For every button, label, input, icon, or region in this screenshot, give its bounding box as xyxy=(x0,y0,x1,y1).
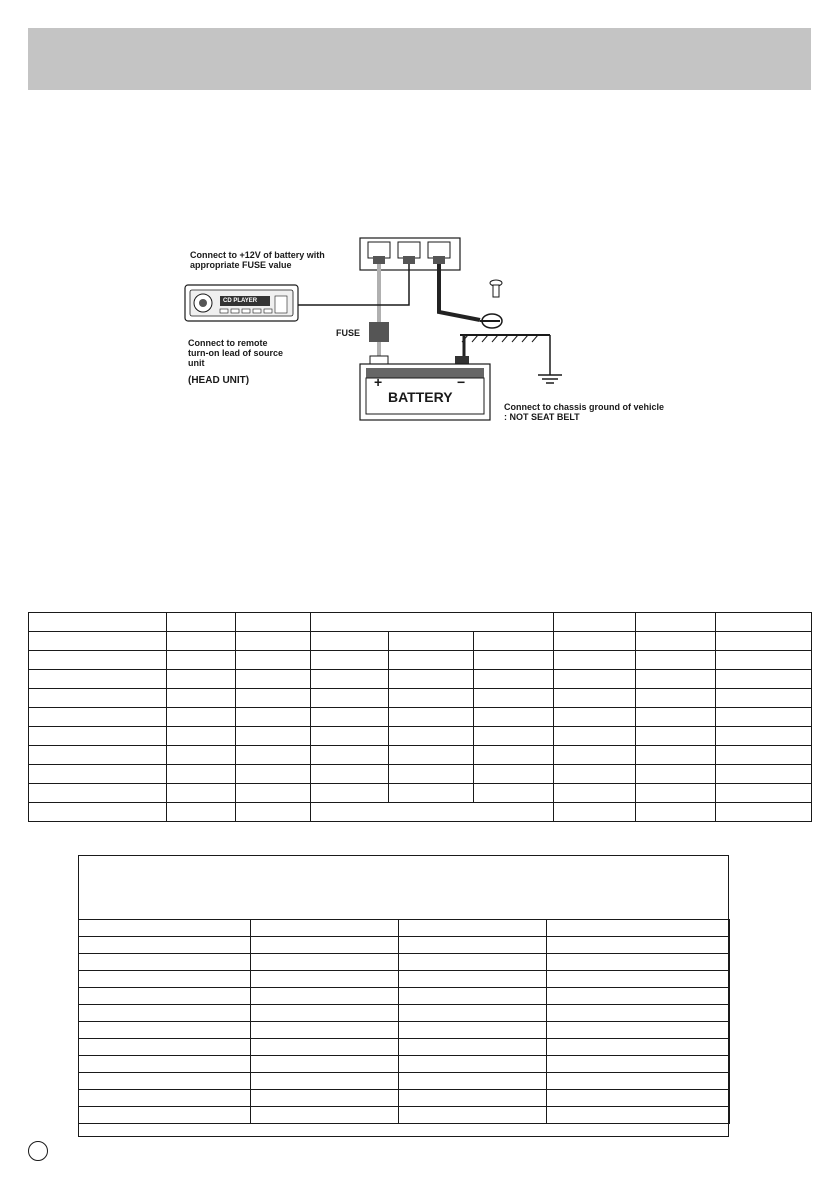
table-row xyxy=(79,1090,730,1107)
table-row xyxy=(79,1039,730,1056)
table-row xyxy=(79,1073,730,1090)
table-row xyxy=(79,954,730,971)
ring-terminal-icon xyxy=(480,314,502,328)
troubleshooting-table xyxy=(78,919,730,1124)
terminal-block-icon xyxy=(360,238,460,270)
table-row xyxy=(79,1107,730,1124)
battery-text: BATTERY xyxy=(388,389,453,405)
wiring-diagram xyxy=(180,230,700,430)
label-head-unit: (HEAD UNIT) xyxy=(188,375,250,386)
table-row xyxy=(29,670,812,689)
table-row xyxy=(29,784,812,803)
table-row xyxy=(79,920,730,937)
table-row xyxy=(79,937,730,954)
spec-table xyxy=(28,612,812,822)
fuse-icon xyxy=(369,322,389,342)
page-number-circle xyxy=(28,1141,48,1161)
battery-minus: − xyxy=(457,374,466,390)
table-row xyxy=(29,708,812,727)
table-row xyxy=(29,651,812,670)
label-fuse: FUSE xyxy=(336,328,361,338)
label-ground: Connect to chassis ground of vehicle : NOT SEAT BELT xyxy=(504,402,665,422)
table-row xyxy=(29,632,812,651)
label-remote: Connect to remote turn-on lead of source unit xyxy=(188,338,284,368)
ground-symbol-icon xyxy=(538,375,562,383)
table-row xyxy=(29,765,812,784)
table-row xyxy=(29,746,812,765)
table-row xyxy=(79,971,730,988)
table-row xyxy=(29,727,812,746)
table-row xyxy=(79,1005,730,1022)
battery-plus: + xyxy=(374,374,383,390)
table-row xyxy=(79,988,730,1005)
table-row xyxy=(79,1022,730,1039)
cd-player-text: CD PLAYER xyxy=(223,298,258,304)
ground-wire xyxy=(439,264,480,320)
screw-icon xyxy=(490,280,502,297)
header-bar xyxy=(28,28,811,90)
table-row xyxy=(29,803,812,822)
table-row xyxy=(29,689,812,708)
label-battery-connect: Connect to +12V of battery with appropriate FUSE value xyxy=(190,250,325,270)
table-row xyxy=(79,1056,730,1073)
table-row xyxy=(29,613,812,632)
